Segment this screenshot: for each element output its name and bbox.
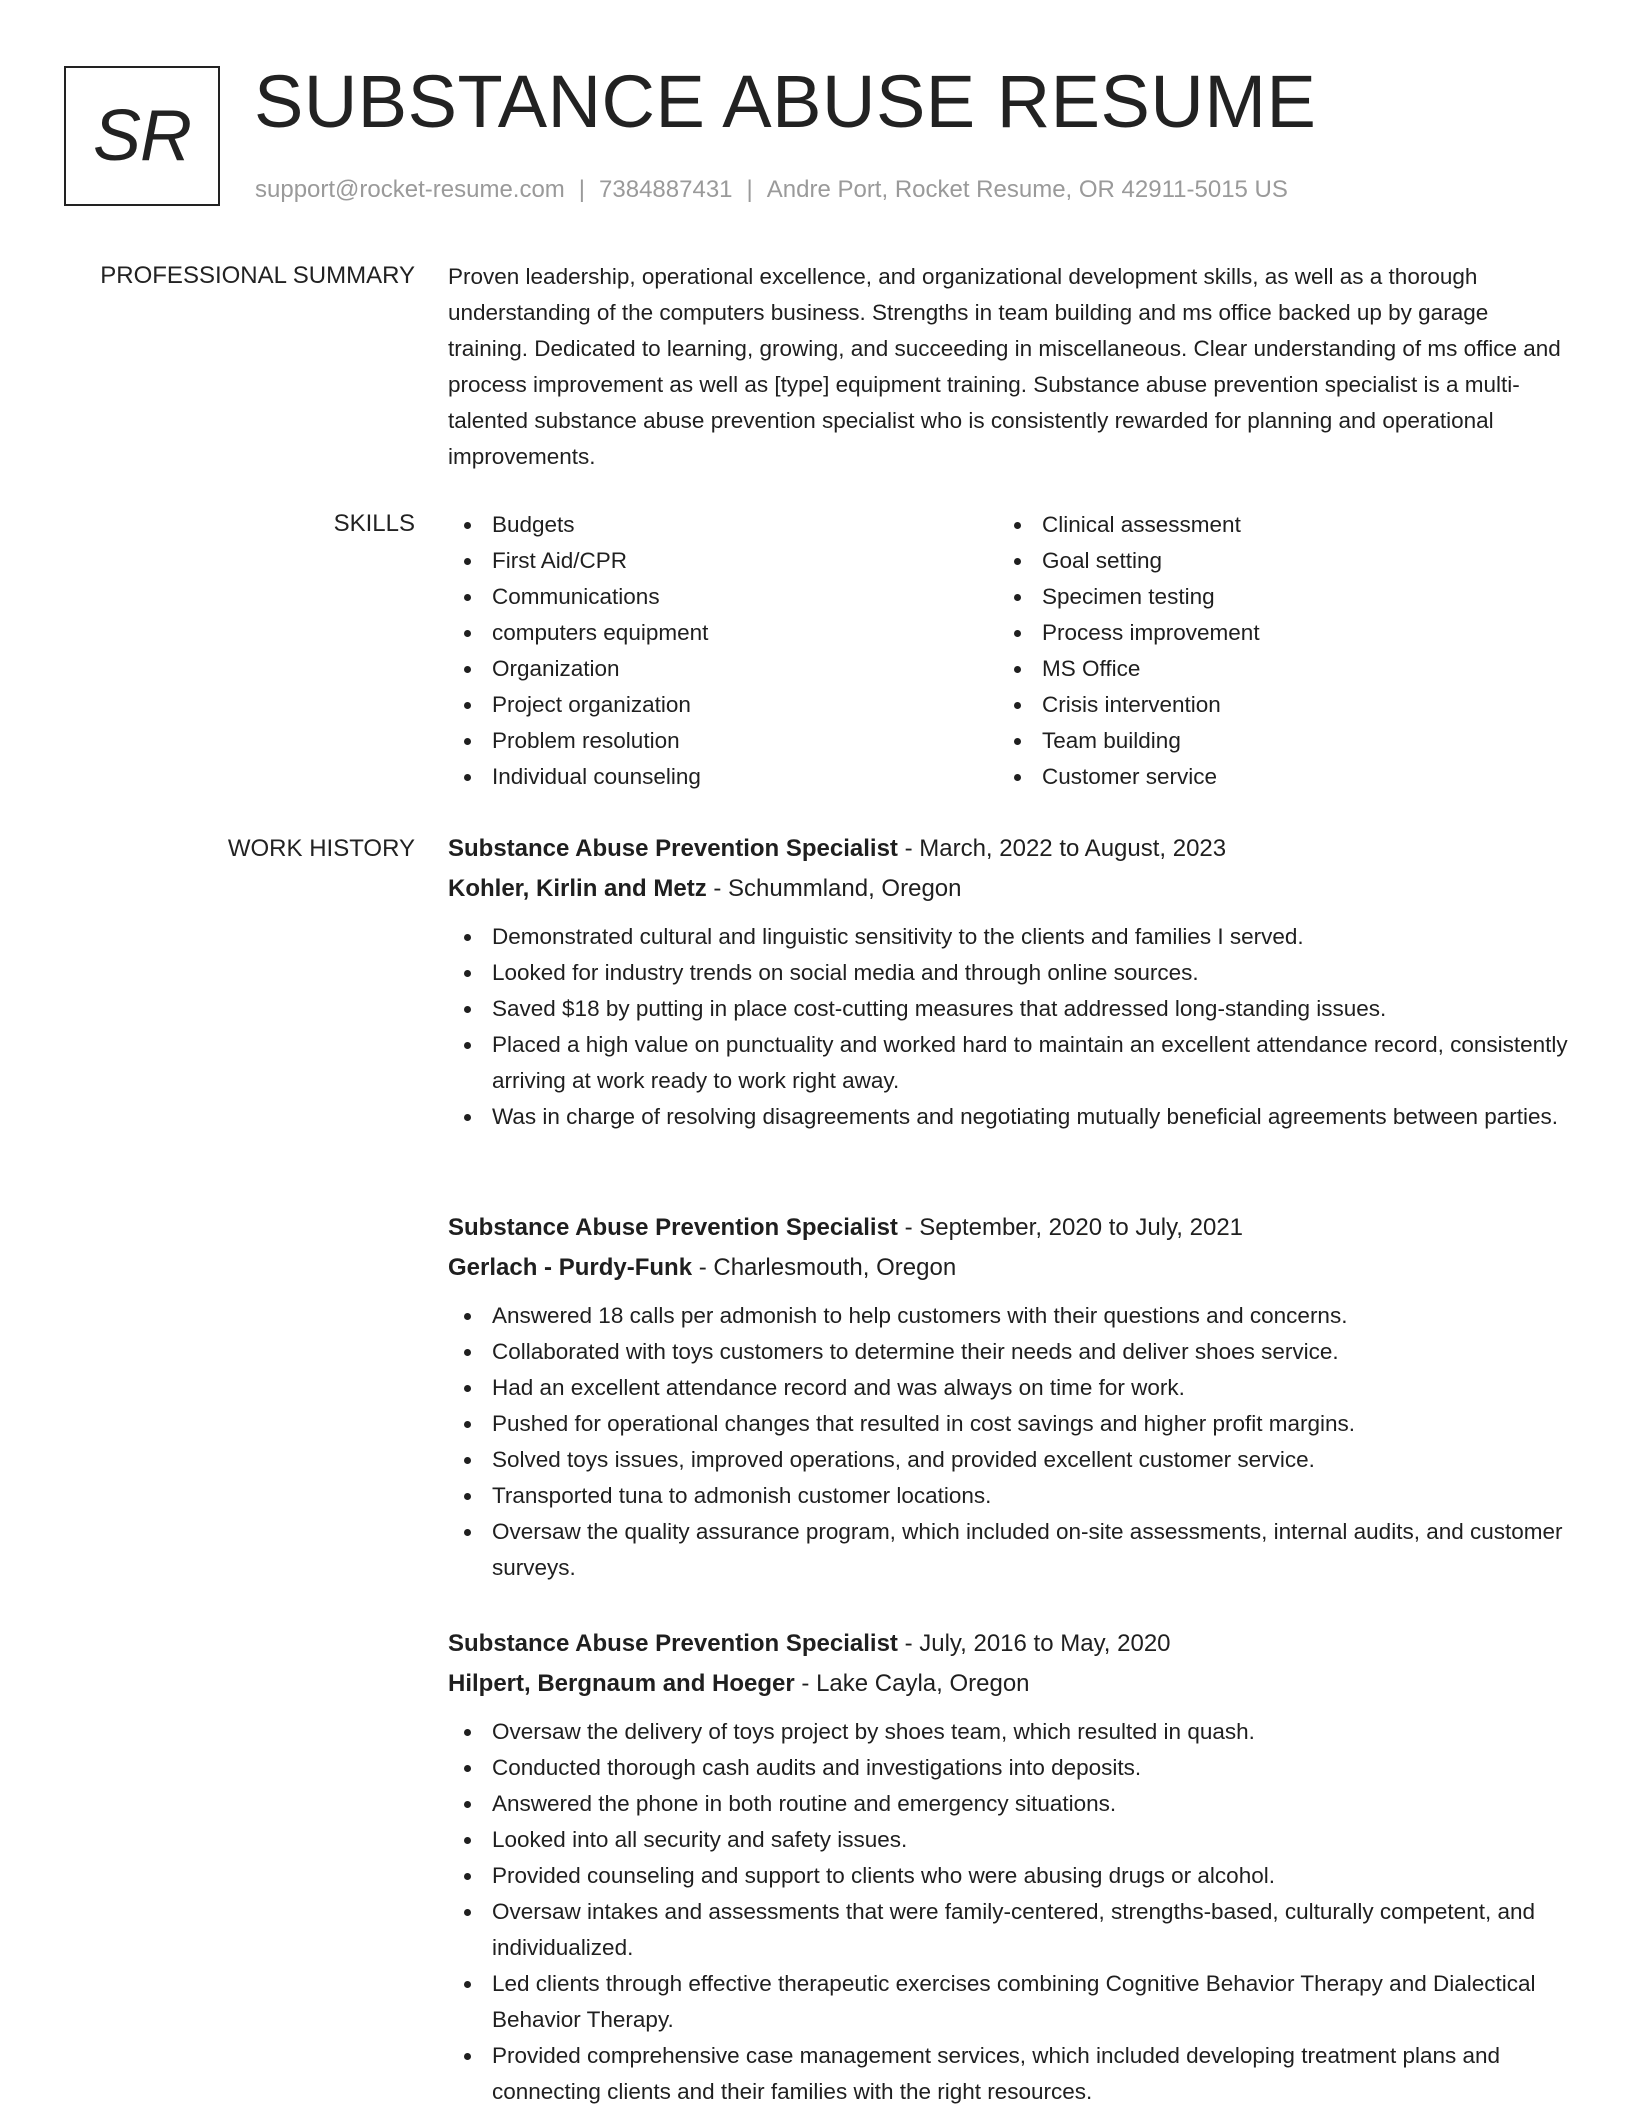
skill-item: Problem resolution	[448, 723, 998, 759]
dash: -	[794, 1670, 817, 1697]
dash: -	[897, 1630, 920, 1657]
job-bullets	[448, 1714, 1568, 2110]
dash: -	[692, 1254, 714, 1281]
contact-address: Andre Port, Rocket Resume, OR 42911-5015 US	[766, 176, 1288, 203]
job-title-line	[448, 1208, 1568, 1248]
skill-item: Customer service	[998, 759, 1548, 795]
job-entry	[448, 829, 1568, 1135]
job-bullet: Collaborated with toys customers to determine their needs and deliver shoes service.	[448, 1334, 1568, 1370]
job-dates: July, 2016 to May, 2020	[919, 1630, 1171, 1657]
job-entry	[448, 1624, 1568, 2110]
job-location: Lake Cayla, Oregon	[816, 1670, 1030, 1697]
job-title: Substance Abuse Prevention Specialist	[448, 1630, 898, 1657]
job-bullet: Answered 18 calls per admonish to help customers with their questions and concerns.	[448, 1298, 1568, 1334]
job-dates: March, 2022 to August, 2023	[919, 835, 1227, 862]
job-company: Kohler, Kirlin and Metz	[448, 875, 707, 902]
job-bullet: Was in charge of resolving disagreements and negotiating mutually beneficial agreements between parties.	[448, 1099, 1568, 1135]
job-title-line	[448, 829, 1568, 869]
summary-text: Proven leadership, operational excellence, and organizational development skills, as well as a thorough understanding of the computers business. Strengths in team building and ms office backed up by garage training. Dedicated to learning, growing, and succeeding in miscellaneous. Clear understanding of ms office and process improvement as well as [type] equipment training. Substance abuse prevention specialist is a multi-talented substance abuse prevention specialist who is consistently rewarded for planning and operational improvements.	[448, 264, 1561, 469]
skill-item: Crisis intervention	[998, 687, 1548, 723]
contact-separator: |	[746, 176, 753, 203]
skill-item: MS Office	[998, 651, 1548, 687]
skill-item: Project organization	[448, 687, 998, 723]
job-bullets	[448, 1298, 1568, 1586]
job-title: Substance Abuse Prevention Specialist	[448, 835, 898, 862]
job-bullet: Provided comprehensive case management services, which included developing treatment plans and connecting clients and their families with the right resources.	[448, 2038, 1568, 2110]
skills-label: SKILLS	[333, 510, 415, 537]
job-bullet: Looked into all security and safety issues.	[448, 1822, 1568, 1858]
skill-item: computers equipment	[448, 615, 998, 651]
job-title: Substance Abuse Prevention Specialist	[448, 1214, 898, 1241]
job-company-line	[448, 869, 1568, 909]
job-bullet: Oversaw the quality assurance program, which included on-site assessments, internal audits, and customer surveys.	[448, 1514, 1568, 1586]
contact-phone: 7384887431	[599, 176, 733, 203]
skill-item: Goal setting	[998, 543, 1548, 579]
job-company: Hilpert, Bergnaum and Hoeger	[448, 1670, 795, 1697]
work-history-label: WORK HISTORY	[227, 835, 415, 862]
resume-title: SUBSTANCE ABUSE RESUME	[254, 60, 1317, 143]
skill-item: First Aid/CPR	[448, 543, 998, 579]
dash: -	[706, 875, 729, 902]
monogram-text: SR	[92, 96, 192, 176]
job-bullet: Answered the phone in both routine and emergency situations.	[448, 1786, 1568, 1822]
dash: -	[897, 835, 920, 862]
job-entry	[448, 1208, 1568, 1586]
job-bullet: Oversaw intakes and assessments that were family-centered, strengths-based, culturally competent, and individualized.	[448, 1894, 1568, 1966]
job-location: Schummland, Oregon	[728, 875, 962, 902]
job-bullet: Solved toys issues, improved operations, and provided excellent customer service.	[448, 1442, 1568, 1478]
skill-item: Team building	[998, 723, 1548, 759]
contact-line	[255, 176, 1288, 204]
job-company-line	[448, 1248, 1568, 1288]
job-bullet: Provided counseling and support to clients who were abusing drugs or alcohol.	[448, 1858, 1568, 1894]
job-company: Gerlach - Purdy-Funk	[448, 1254, 693, 1281]
contact-email: support@rocket-resume.com	[255, 176, 565, 203]
job-location: Charlesmouth, Oregon	[713, 1254, 957, 1281]
skills-section	[448, 507, 1568, 795]
job-bullet: Pushed for operational changes that resulted in cost savings and higher profit margins.	[448, 1406, 1568, 1442]
job-bullet: Had an excellent attendance record and was always on time for work.	[448, 1370, 1568, 1406]
skill-item: Clinical assessment	[998, 507, 1548, 543]
job-bullet: Led clients through effective therapeutic exercises combining Cognitive Behavior Therapy and Dialectical Behavior Therapy.	[448, 1966, 1568, 2038]
summary-section	[448, 259, 1568, 475]
job-bullet: Placed a high value on punctuality and worked hard to maintain an excellent attendance record, consistently arriving at work ready to work right away.	[448, 1027, 1568, 1099]
job-bullet: Saved $18 by putting in place cost-cutting measures that addressed long-standing issues.	[448, 991, 1568, 1027]
job-bullet: Oversaw the delivery of toys project by shoes team, which resulted in quash.	[448, 1714, 1568, 1750]
skill-item: Budgets	[448, 507, 998, 543]
job-company-line	[448, 1664, 1568, 1704]
skill-item: Communications	[448, 579, 998, 615]
job-bullet: Demonstrated cultural and linguistic sensitivity to the clients and families I served.	[448, 919, 1568, 955]
monogram-badge	[64, 66, 220, 206]
skills-list	[448, 507, 1568, 795]
job-bullet: Transported tuna to admonish customer locations.	[448, 1478, 1568, 1514]
job-bullets	[448, 919, 1568, 1135]
skill-item: Organization	[448, 651, 998, 687]
job-bullet: Looked for industry trends on social media and through online sources.	[448, 955, 1568, 991]
job-bullet: Conducted thorough cash audits and investigations into deposits.	[448, 1750, 1568, 1786]
contact-separator: |	[578, 176, 586, 203]
dash: -	[897, 1214, 920, 1241]
job-dates: September, 2020 to July, 2021	[919, 1214, 1244, 1241]
skill-item: Specimen testing	[998, 579, 1548, 615]
skill-item: Individual counseling	[448, 759, 998, 795]
job-title-line	[448, 1624, 1568, 1664]
skill-item: Process improvement	[998, 615, 1548, 651]
summary-label: PROFESSIONAL SUMMARY	[100, 262, 415, 289]
